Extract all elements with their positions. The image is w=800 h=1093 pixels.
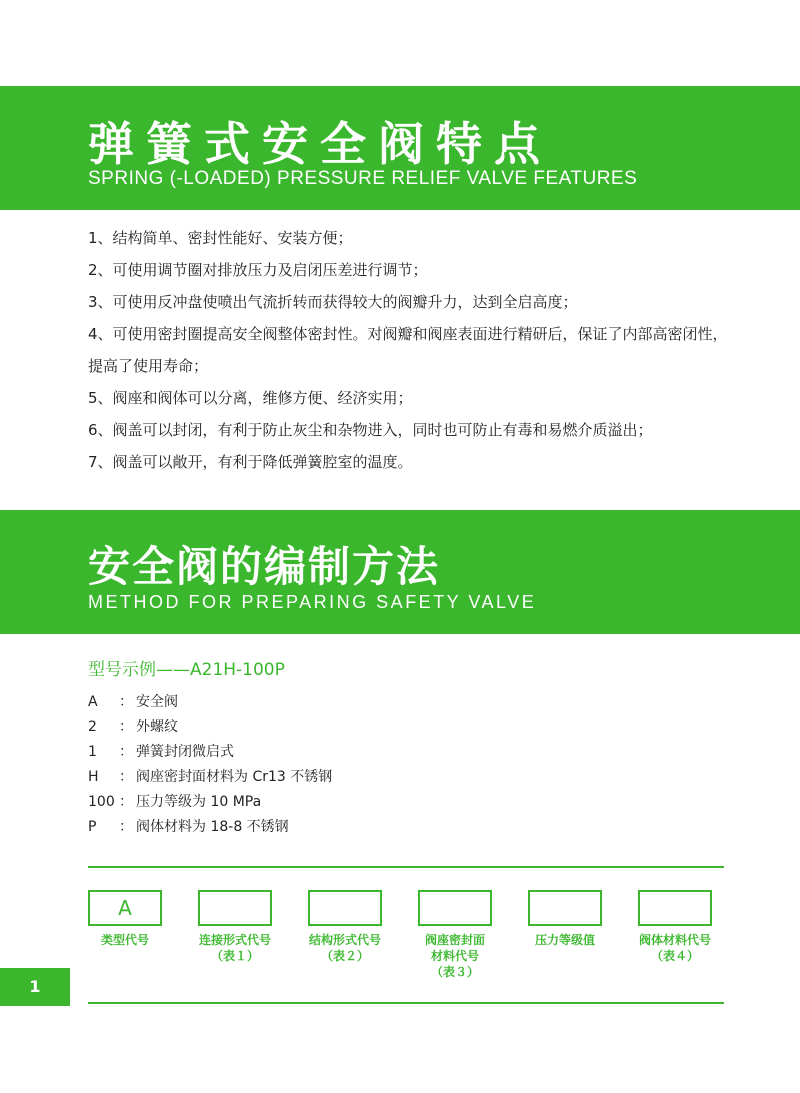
field-type-code — [88, 890, 162, 948]
field-structure-code — [308, 890, 382, 964]
code-colon: ： — [119, 794, 133, 810]
feature-item: 4、可使用密封圈提高安全阀整体密封性。对阀瓣和阀座表面进行精研后，保证了内部高密闭性，提高了使用寿命； — [88, 325, 728, 375]
field-box: A — [88, 890, 162, 926]
field-connection-code — [198, 890, 272, 964]
code-key: P — [88, 819, 97, 835]
code-key: H — [88, 769, 99, 785]
code-key: A — [88, 694, 98, 710]
feature-item: 2、可使用调节圈对排放压力及启闭压差进行调节； — [88, 261, 428, 279]
field-label: 压力等级值 — [534, 933, 595, 947]
field-pressure-value — [528, 890, 602, 948]
code-key: 1 — [88, 744, 97, 760]
code-desc: 压力等级为 10 MPa — [136, 794, 262, 810]
feature-item: 1、结构简单、密封性能好、安装方便； — [88, 229, 353, 247]
code-row — [88, 715, 332, 740]
page-number: 1 — [0, 968, 70, 1006]
field-label: 阀座密封面 材料代号 （表３） — [424, 933, 485, 979]
code-row — [88, 815, 332, 840]
code-desc: 阀体材料为 18-8 不锈钢 — [136, 819, 289, 835]
code-colon: ： — [119, 819, 133, 835]
code-list — [88, 690, 332, 840]
code-desc: 阀座密封面材料为 Cr13 不锈钢 — [136, 769, 333, 785]
code-desc: 安全阀 — [136, 694, 178, 710]
code-colon: ： — [119, 769, 133, 785]
field-seat-material-code — [418, 890, 492, 980]
method-title-zh: 安全阀的编制方法 — [88, 542, 441, 591]
field-box — [308, 890, 382, 926]
field-box — [198, 890, 272, 926]
features-list — [88, 222, 738, 478]
code-key: 100 — [88, 794, 115, 810]
code-desc: 外螺纹 — [136, 719, 178, 735]
code-colon: ： — [119, 719, 133, 735]
code-desc: 弹簧封闭微启式 — [136, 744, 234, 760]
divider-top — [88, 866, 724, 868]
feature-item: 7、阀盖可以敞开，有利于降低弹簧腔室的温度。 — [88, 453, 413, 471]
field-label: 结构形式代号 （表２） — [308, 933, 381, 963]
code-row — [88, 790, 332, 815]
field-box — [418, 890, 492, 926]
code-colon: ： — [119, 744, 133, 760]
feature-item: 6、阀盖可以封闭，有利于防止灰尘和杂物进入，同时也可防止有毒和易燃介质溢出； — [88, 421, 653, 439]
feature-item: 3、可使用反冲盘使喷出气流折转而获得较大的阀瓣升力，达到全启高度； — [88, 293, 578, 311]
field-body-material-code — [638, 890, 712, 964]
features-title-en: SPRING (-LOADED) PRESSURE RELIEF VALVE FEATURES — [88, 168, 638, 189]
model-example-title: 型号示例——A21H-100P — [88, 660, 285, 680]
code-colon: ： — [119, 694, 133, 710]
field-box — [638, 890, 712, 926]
code-row — [88, 740, 332, 765]
method-banner — [0, 510, 800, 634]
features-title-zh: 弹簧式安全阀特点 — [88, 117, 552, 171]
code-row — [88, 690, 332, 715]
features-banner — [0, 86, 800, 210]
method-title-en: METHOD FOR PREPARING SAFETY VALVE — [88, 592, 537, 612]
field-label: 阀体材料代号 （表４） — [638, 933, 711, 963]
divider-bottom — [88, 1002, 724, 1004]
feature-item: 5、阀座和阀体可以分离，维修方便、经济实用； — [88, 389, 413, 407]
code-row — [88, 765, 332, 790]
field-label: 连接形式代号 （表１） — [198, 933, 271, 963]
code-key: 2 — [88, 719, 97, 735]
field-box — [528, 890, 602, 926]
field-label: 类型代号 — [100, 933, 149, 947]
